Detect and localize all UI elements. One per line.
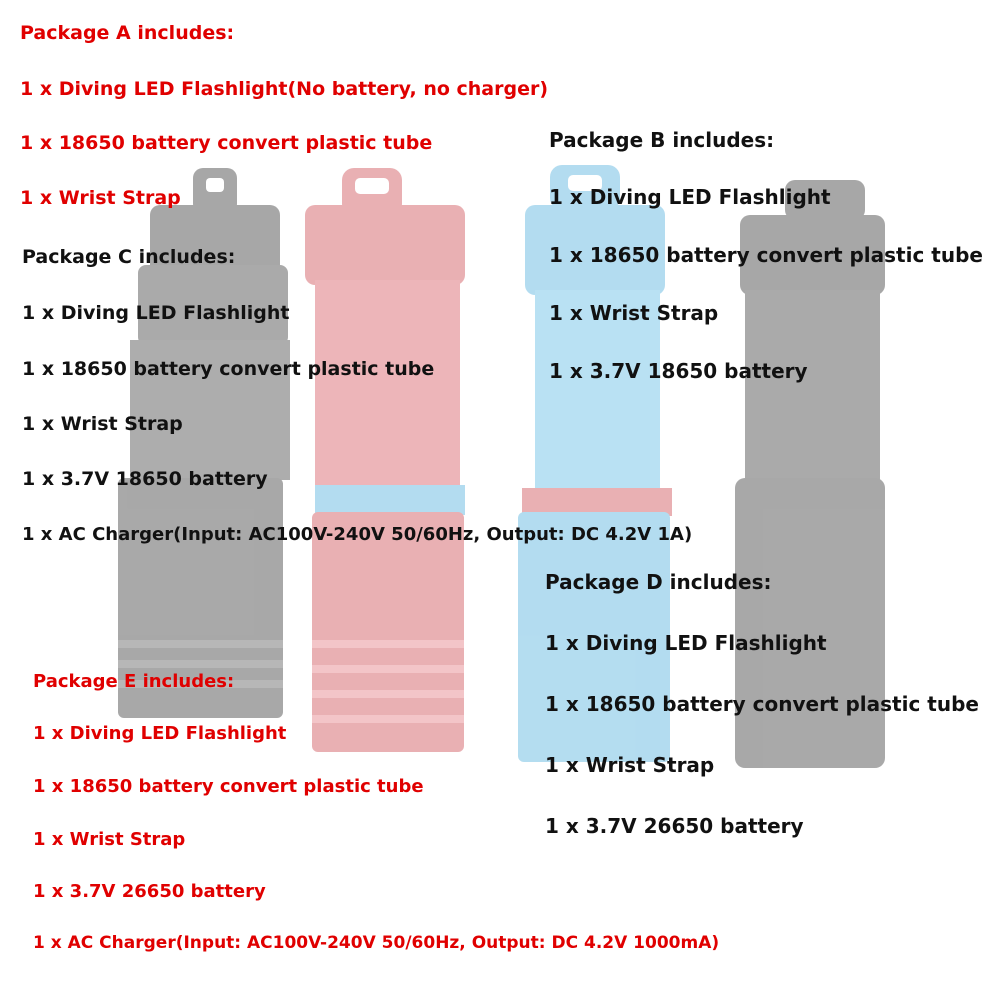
package-e-item: 1 x AC Charger(Input: AC100V-240V 50/60Hz, Output: DC 4.2V 1000mA)	[33, 933, 720, 953]
package-c-title: Package C includes:	[22, 246, 236, 268]
package-e-item: 1 x 18650 battery convert plastic tube	[33, 776, 424, 797]
package-c-item: 1 x Diving LED Flashlight	[22, 302, 290, 324]
package-b-item: 1 x 3.7V 18650 battery	[549, 359, 808, 383]
package-b-item: 1 x Wrist Strap	[549, 301, 719, 325]
package-e-item: 1 x Diving LED Flashlight	[33, 723, 287, 744]
package-d-item: 1 x Wrist Strap	[545, 753, 715, 777]
package-d-item: 1 x 18650 battery convert plastic tube	[545, 692, 979, 716]
package-c-item: 1 x 18650 battery convert plastic tube	[22, 358, 435, 380]
package-a-item: 1 x Wrist Strap	[20, 187, 181, 209]
package-e-item: 1 x 3.7V 26650 battery	[33, 881, 266, 902]
red-flashlight-image	[305, 168, 465, 752]
package-e-title: Package E includes:	[33, 671, 235, 692]
package-c-item: 1 x AC Charger(Input: AC100V-240V 50/60Hz, Output: DC 4.2V 1A)	[22, 524, 693, 545]
package-b-item: 1 x Diving LED Flashlight	[549, 185, 831, 209]
package-a-item: 1 x Diving LED Flashlight(No battery, no charger)	[20, 78, 549, 100]
package-c-item: 1 x Wrist Strap	[22, 413, 183, 435]
package-e-item: 1 x Wrist Strap	[33, 829, 186, 850]
package-d-title: Package D includes:	[545, 570, 772, 594]
package-d-item: 1 x 3.7V 26650 battery	[545, 814, 804, 838]
black-flashlight-right-image	[735, 180, 885, 768]
package-c-item: 1 x 3.7V 18650 battery	[22, 468, 268, 490]
package-a-item: 1 x 18650 battery convert plastic tube	[20, 132, 433, 154]
package-b-item: 1 x 18650 battery convert plastic tube	[549, 243, 983, 267]
package-b-title: Package B includes:	[549, 128, 775, 152]
package-d-item: 1 x Diving LED Flashlight	[545, 631, 827, 655]
package-a-title: Package A includes:	[20, 22, 235, 44]
